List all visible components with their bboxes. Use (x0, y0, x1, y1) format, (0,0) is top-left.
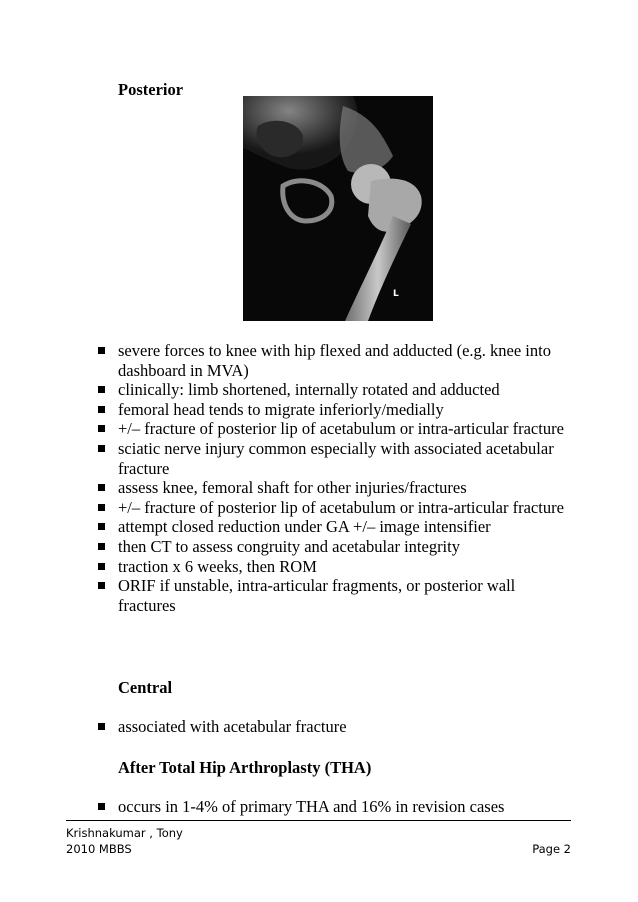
page-number: Page 2 (532, 842, 571, 856)
list-item: occurs in 1-4% of primary THA and 16% in revision cases (98, 797, 568, 817)
bullet-square-icon (98, 484, 105, 491)
section-heading-after-tha: After Total Hip Arthroplasty (THA) (118, 758, 372, 777)
footer-course: 2010 MBBS (66, 842, 132, 856)
footer-author: Krishnakumar , Tony (66, 826, 183, 840)
bullet-square-icon (98, 523, 105, 530)
list-item: severe forces to knee with hip flexed and adducted (e.g. knee into dashboard in MVA) (98, 341, 568, 380)
list-item: sciatic nerve injury common especially with associated acetabular fracture (98, 439, 568, 478)
bullet-square-icon (98, 445, 105, 452)
hip-xray-image (243, 96, 433, 321)
page-footer (66, 825, 571, 857)
list-item: traction x 6 weeks, then ROM (98, 557, 568, 577)
list-item: assess knee, femoral shaft for other injuries/fractures (98, 478, 568, 498)
list-item: associated with acetabular fracture (98, 717, 568, 737)
bullet-square-icon (98, 543, 105, 550)
section-heading-posterior: Posterior (118, 80, 184, 99)
hip-xray-illustration (243, 96, 433, 321)
section-heading-central: Central (118, 678, 173, 697)
list-item: +/– fracture of posterior lip of acetabulum or intra-articular fracture (98, 498, 568, 518)
bullet-square-icon (98, 406, 105, 413)
bullet-square-icon (98, 386, 105, 393)
central-bullet-list (98, 717, 568, 737)
bullet-square-icon (98, 504, 105, 511)
bullet-square-icon (98, 425, 105, 432)
bullet-square-icon (98, 803, 105, 810)
list-item: attempt closed reduction under GA +/– image intensifier (98, 517, 568, 537)
list-item: then CT to assess congruity and acetabular integrity (98, 537, 568, 557)
list-item: clinically: limb shortened, internally rotated and adducted (98, 380, 568, 400)
xray-side-marker: L (393, 289, 399, 299)
footer-divider (66, 820, 571, 821)
list-item: +/– fracture of posterior lip of acetabulum or intra-articular fracture (98, 419, 568, 439)
list-item: femoral head tends to migrate inferiorly/medially (98, 400, 568, 420)
bullet-square-icon (98, 347, 105, 354)
bullet-square-icon (98, 723, 105, 730)
after-tha-bullet-list (98, 797, 568, 817)
bullet-square-icon (98, 563, 105, 570)
posterior-bullet-list (98, 341, 568, 615)
bullet-square-icon (98, 582, 105, 589)
list-item: ORIF if unstable, intra-articular fragments, or posterior wall fractures (98, 576, 568, 615)
